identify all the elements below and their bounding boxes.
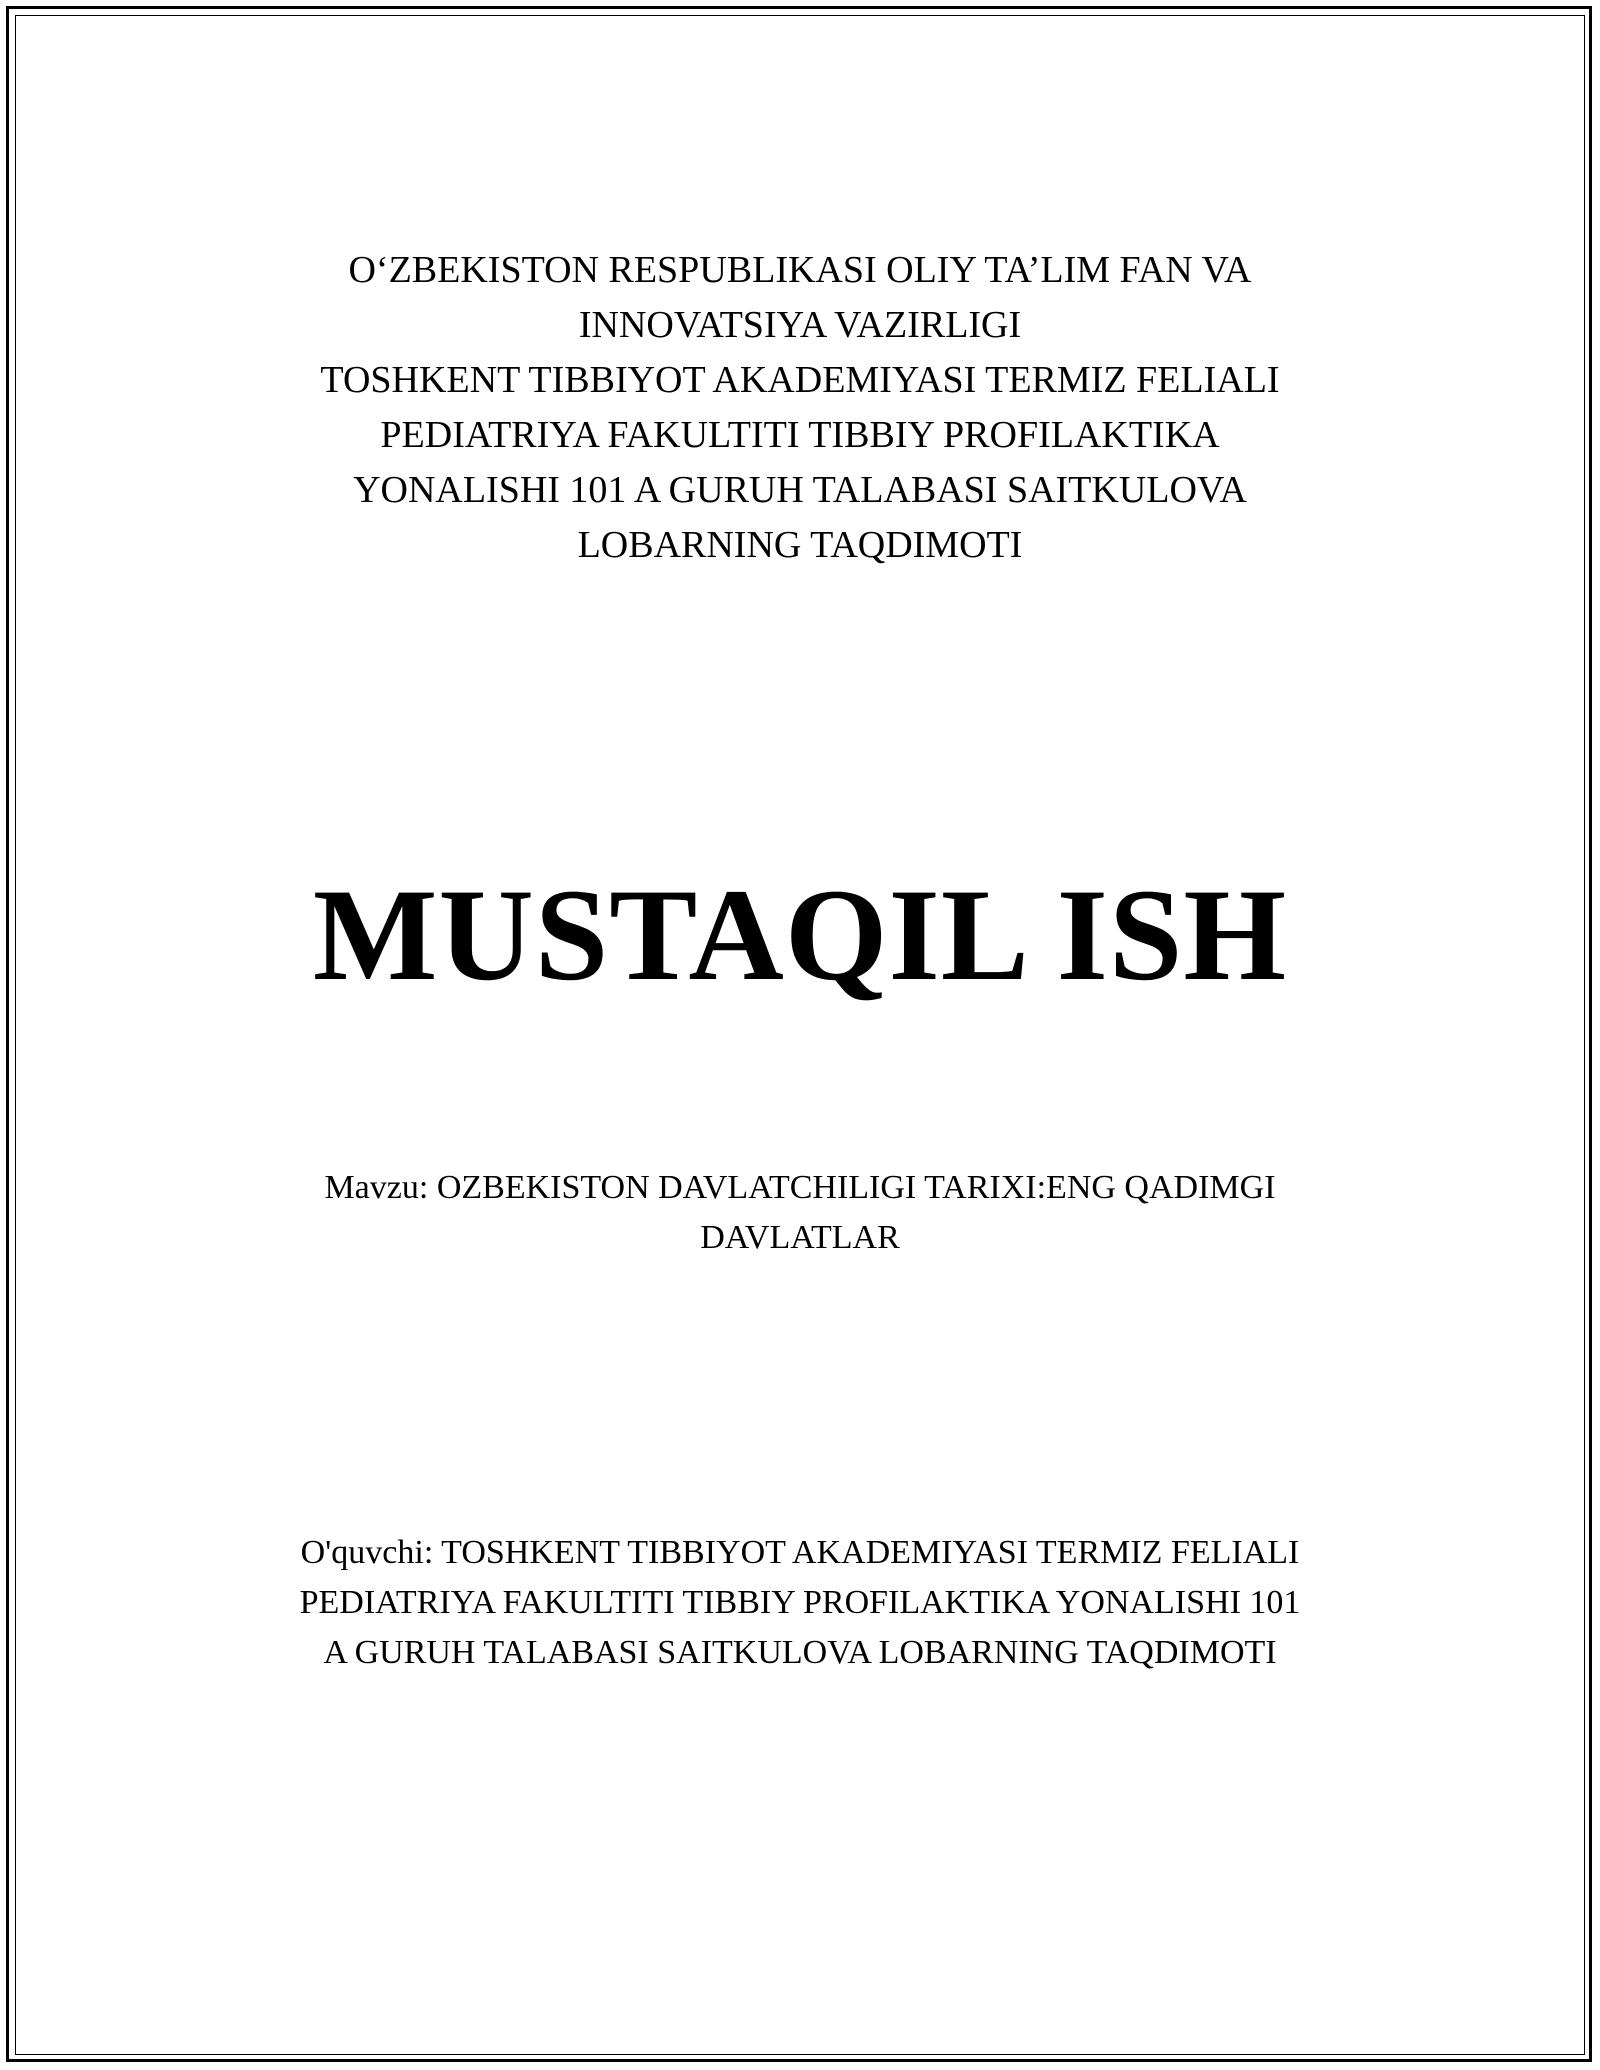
student-line: A GURUH TALABASI SAITKULOVA LOBARNING TAQDIMOTI <box>323 1634 1277 1671</box>
institution-header <box>180 243 1420 573</box>
topic-line: Mavzu: OZBEKISTON DAVLATCHILIGI TARIXI:ENG QADIMGI <box>324 1169 1276 1206</box>
student-line: PEDIATRIYA FAKULTITI TIBBIY PROFILAKTIKA YONALISHI 101 <box>299 1584 1301 1621</box>
topic-section <box>180 1163 1420 1263</box>
header-line: PEDIATRIYA FAKULTITI TIBBIY PROFILAKTIKA <box>380 414 1220 456</box>
header-line: INNOVATSIYA VAZIRLIGI <box>578 304 1022 346</box>
header-line: YONALISHI 101 A GURUH TALABASI SAITKULOVA <box>353 469 1247 511</box>
document-title: MUSTAQIL ISH <box>312 861 1288 1008</box>
header-line: LOBARNING TAQDIMOTI <box>577 524 1023 566</box>
student-line: O'quvchi: TOSHKENT TIBBIYOT AKADEMIYASI TERMIZ FELIALI <box>300 1534 1300 1571</box>
header-line: TOSHKENT TIBBIYOT AKADEMIYASI TERMIZ FELIALI <box>320 359 1280 401</box>
student-section <box>180 1528 1420 1678</box>
topic-line: DAVLATLAR <box>700 1219 900 1256</box>
header-line: O‘ZBEKISTON RESPUBLIKASI OLIY TA’LIM FAN VA <box>348 249 1252 291</box>
